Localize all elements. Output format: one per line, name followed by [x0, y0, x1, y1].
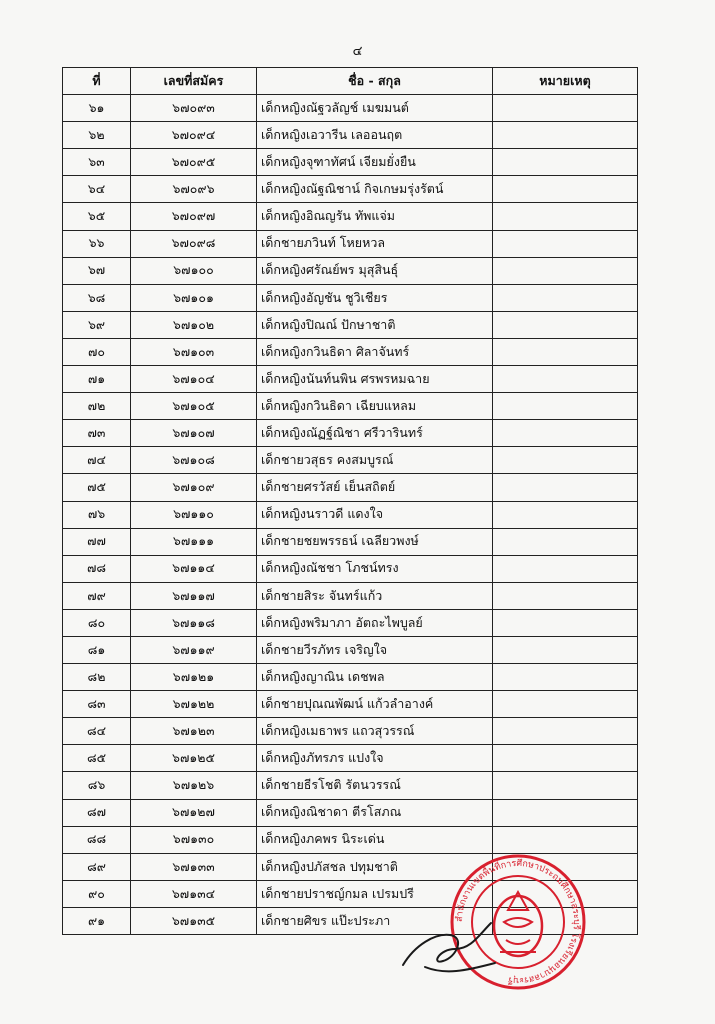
student-name: เด็กชายธีรโชติ รัตนวรรณ์	[257, 772, 493, 799]
application-id: ๖๗๑๑๔	[131, 555, 257, 582]
row-number: ๘๘	[63, 826, 131, 853]
remarks-cell	[493, 366, 638, 393]
student-name: เด็กหญิงณัฐณิชาน์ กิจเกษมรุ่งรัตน์	[257, 176, 493, 203]
application-id: ๖๗๑๐๕	[131, 393, 257, 420]
table-row	[63, 799, 638, 826]
row-number: ๘๖	[63, 772, 131, 799]
application-id: ๖๗๑๐๑	[131, 284, 257, 311]
application-id: ๖๗๑๓๐	[131, 826, 257, 853]
row-number: ๖๕	[63, 203, 131, 230]
row-number: ๖๖	[63, 230, 131, 257]
row-number: ๘๕	[63, 745, 131, 772]
row-number: ๙๐	[63, 880, 131, 907]
table-row	[63, 636, 638, 663]
remarks-cell	[493, 311, 638, 338]
student-name: เด็กหญิงเอวารีน เลออนฤต	[257, 122, 493, 149]
application-id: ๖๗๐๙๕	[131, 149, 257, 176]
remarks-cell	[493, 284, 638, 311]
application-id: ๖๗๐๙๓	[131, 95, 257, 122]
header-remarks: หมายเหตุ	[493, 68, 638, 95]
table-row	[63, 95, 638, 122]
application-id: ๖๗๑๓๕	[131, 907, 257, 934]
header-application-id: เลขที่สมัคร	[131, 68, 257, 95]
remarks-cell	[493, 122, 638, 149]
table-row	[63, 149, 638, 176]
row-number: ๘๐	[63, 609, 131, 636]
student-name: เด็กชายปราชญ์กมล เปรมปรี	[257, 880, 493, 907]
application-id: ๖๗๑๓๔	[131, 880, 257, 907]
application-id: ๖๗๑๑๑	[131, 528, 257, 555]
row-number: ๖๑	[63, 95, 131, 122]
application-id: ๖๗๑๒๑	[131, 664, 257, 691]
student-name: เด็กหญิงญาณิน เดชพล	[257, 664, 493, 691]
remarks-cell	[493, 555, 638, 582]
table-row	[63, 420, 638, 447]
remarks-cell	[493, 501, 638, 528]
table-row	[63, 176, 638, 203]
student-name: เด็กหญิงกวินธิดา เฉียบแหลม	[257, 393, 493, 420]
row-number: ๖๘	[63, 284, 131, 311]
remarks-cell	[493, 609, 638, 636]
student-name: เด็กหญิงอัญชัน ชูวิเชียร	[257, 284, 493, 311]
application-id: ๖๗๑๑๙	[131, 636, 257, 663]
table-row	[63, 664, 638, 691]
row-number: ๗๖	[63, 501, 131, 528]
student-name: เด็กหญิงณัชชา โภชน์ทรง	[257, 555, 493, 582]
student-name: เด็กชายชยพรรธน์ เฉลียวพงษ์	[257, 528, 493, 555]
remarks-cell	[493, 772, 638, 799]
row-number: ๘๑	[63, 636, 131, 663]
student-name: เด็กหญิงปภัสชล ปทุมชาติ	[257, 853, 493, 880]
application-id: ๖๗๑๐๐	[131, 257, 257, 284]
remarks-cell	[493, 582, 638, 609]
page-number: ๔	[352, 44, 363, 59]
student-name: เด็กหญิงศรัณย์พร มุสุสินธุ์	[257, 257, 493, 284]
remarks-cell	[493, 799, 638, 826]
row-number: ๖๗	[63, 257, 131, 284]
table-row	[63, 338, 638, 365]
row-number: ๗๔	[63, 447, 131, 474]
application-id: ๖๗๐๙๖	[131, 176, 257, 203]
application-id: ๖๗๑๐๙	[131, 474, 257, 501]
table-row	[63, 826, 638, 853]
table-header-row	[63, 68, 638, 95]
student-name: เด็กหญิงนันท์นพิน ศรพรหมฉาย	[257, 366, 493, 393]
row-number: ๘๒	[63, 664, 131, 691]
table-row	[63, 230, 638, 257]
remarks-cell	[493, 338, 638, 365]
student-name: เด็กชายวีรภัทร เจริญใจ	[257, 636, 493, 663]
seal-text: สำนักงานเขตพื้นที่การศึกษาประถมศึกษาสระบุรี โรงเรียนอนุบาลสระบุรี	[454, 858, 582, 986]
row-number: ๗๒	[63, 393, 131, 420]
student-name: เด็กหญิงณัฐวลัญช์ เมฆมนต์	[257, 95, 493, 122]
table-row	[63, 718, 638, 745]
remarks-cell	[493, 203, 638, 230]
row-number: ๗๗	[63, 528, 131, 555]
row-number: ๖๙	[63, 311, 131, 338]
student-name: เด็กหญิงภัทรภร แปงใจ	[257, 745, 493, 772]
remarks-cell	[493, 474, 638, 501]
student-name: เด็กหญิงจุฑาทัศน์ เจียมยั่งยืน	[257, 149, 493, 176]
application-id: ๖๗๑๒๓	[131, 718, 257, 745]
student-name: เด็กชายศิขร แป๊ะประภา	[257, 907, 493, 934]
application-id: ๖๗๑๑๗	[131, 582, 257, 609]
remarks-cell	[493, 393, 638, 420]
application-id: ๖๗๑๒๒	[131, 691, 257, 718]
application-id: ๖๗๐๙๔	[131, 122, 257, 149]
row-number: ๖๒	[63, 122, 131, 149]
application-id: ๖๗๑๒๗	[131, 799, 257, 826]
table-row	[63, 745, 638, 772]
table-row	[63, 582, 638, 609]
signature	[395, 905, 505, 980]
application-id: ๖๗๐๙๗	[131, 203, 257, 230]
remarks-cell	[493, 745, 638, 772]
table-body	[63, 95, 638, 935]
row-number: ๖๔	[63, 176, 131, 203]
student-name: เด็กชายวสุธร คงสมบูรณ์	[257, 447, 493, 474]
student-name: เด็กหญิงปิณณ์ ปักษาชาติ	[257, 311, 493, 338]
row-number: ๘๓	[63, 691, 131, 718]
remarks-cell	[493, 718, 638, 745]
remarks-cell	[493, 257, 638, 284]
remarks-cell	[493, 420, 638, 447]
remarks-cell	[493, 826, 638, 853]
row-number: ๖๓	[63, 149, 131, 176]
row-number: ๘๗	[63, 799, 131, 826]
student-name: เด็กหญิงณัฏฐ์ณิชา ศรีวารินทร์	[257, 420, 493, 447]
remarks-cell	[493, 149, 638, 176]
table-row	[63, 447, 638, 474]
remarks-cell	[493, 230, 638, 257]
student-name: เด็กหญิงภคพร นิระเด่น	[257, 826, 493, 853]
student-name: เด็กชายภวินท์ โหยหวล	[257, 230, 493, 257]
student-name: เด็กหญิงเมธาพร แถวสุวรรณ์	[257, 718, 493, 745]
remarks-cell	[493, 636, 638, 663]
application-id: ๖๗๐๙๘	[131, 230, 257, 257]
table-row	[63, 284, 638, 311]
student-roster-table	[62, 67, 638, 935]
table-row	[63, 609, 638, 636]
application-id: ๖๗๑๐๗	[131, 420, 257, 447]
student-name: เด็กหญิงณิชาดา ตีรโสภณ	[257, 799, 493, 826]
table-row	[63, 474, 638, 501]
row-number: ๗๙	[63, 582, 131, 609]
table-row	[63, 311, 638, 338]
table-row	[63, 528, 638, 555]
table-row	[63, 555, 638, 582]
table-row	[63, 122, 638, 149]
student-name: เด็กชายปุณณพัฒน์ แก้วลำอางค์	[257, 691, 493, 718]
student-name: เด็กหญิงพริมาภา อัตถะไพบูลย์	[257, 609, 493, 636]
application-id: ๖๗๑๓๓	[131, 853, 257, 880]
table-row	[63, 772, 638, 799]
application-id: ๖๗๑๒๖	[131, 772, 257, 799]
remarks-cell	[493, 95, 638, 122]
application-id: ๖๗๑๒๕	[131, 745, 257, 772]
row-number: ๘๙	[63, 853, 131, 880]
application-id: ๖๗๑๐๔	[131, 366, 257, 393]
student-name: เด็กหญิงอิณญรัน ทัพแจ่ม	[257, 203, 493, 230]
application-id: ๖๗๑๑๐	[131, 501, 257, 528]
row-number: ๗๕	[63, 474, 131, 501]
application-id: ๖๗๑๑๘	[131, 609, 257, 636]
remarks-cell	[493, 447, 638, 474]
application-id: ๖๗๑๐๒	[131, 311, 257, 338]
row-number: ๗๘	[63, 555, 131, 582]
application-id: ๖๗๑๐๘	[131, 447, 257, 474]
table-row	[63, 393, 638, 420]
student-name: เด็กหญิงนราวดี แดงใจ	[257, 501, 493, 528]
table-row	[63, 691, 638, 718]
application-id: ๖๗๑๐๓	[131, 338, 257, 365]
remarks-cell	[493, 528, 638, 555]
table-row	[63, 366, 638, 393]
remarks-cell	[493, 691, 638, 718]
row-number: ๘๔	[63, 718, 131, 745]
table-row	[63, 501, 638, 528]
row-number: ๗๐	[63, 338, 131, 365]
row-number: ๙๑	[63, 907, 131, 934]
student-name: เด็กหญิงกวินธิดา ศิลาจันทร์	[257, 338, 493, 365]
remarks-cell	[493, 664, 638, 691]
student-name: เด็กชายสิระ จันทร์แก้ว	[257, 582, 493, 609]
header-number: ที่	[63, 68, 131, 95]
table-row	[63, 257, 638, 284]
row-number: ๗๑	[63, 366, 131, 393]
header-full-name: ชื่อ - สกุล	[257, 68, 493, 95]
remarks-cell	[493, 176, 638, 203]
table-row	[63, 203, 638, 230]
row-number: ๗๓	[63, 420, 131, 447]
student-name: เด็กชายศรวัสย์ เย็นสถิตย์	[257, 474, 493, 501]
